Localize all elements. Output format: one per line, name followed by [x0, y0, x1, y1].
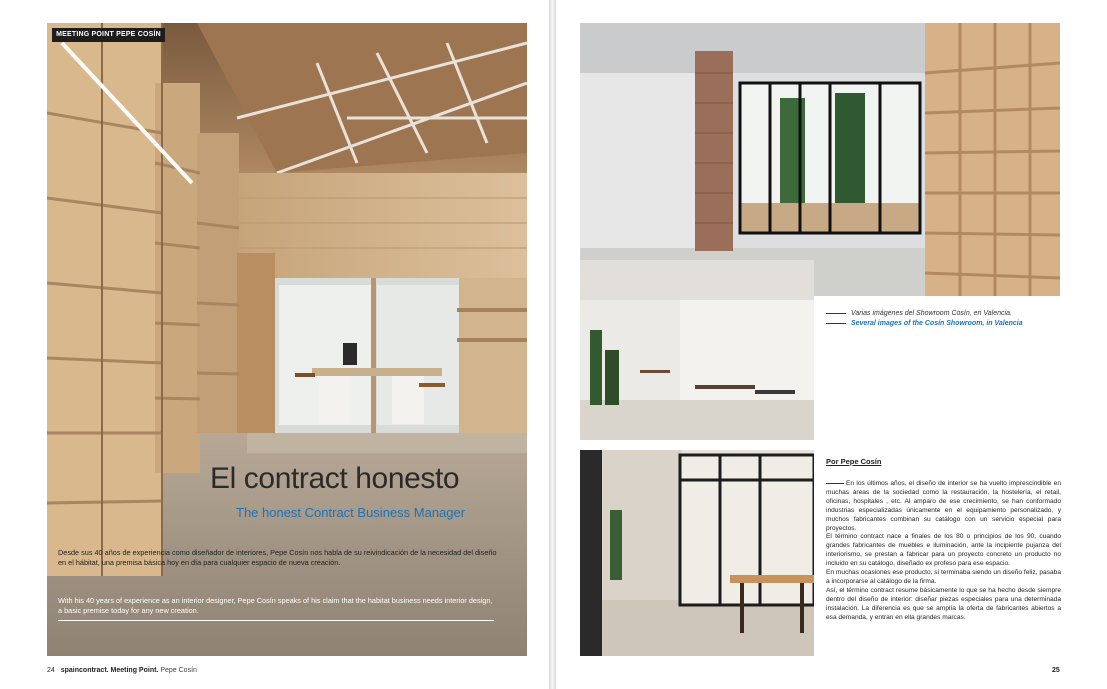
photo-glass-office — [580, 450, 814, 656]
folio-author: Pepe Cosín — [160, 667, 197, 674]
photo-courtyard-illustration — [580, 23, 1060, 296]
page-gutter — [549, 0, 556, 689]
body-paragraph-1-text: En los últimos años, el diseño de interior se ha vuelto imprescindible en muchas áreas de la sociedad como la restauración, la hostelería, el retail, oficinas, hospitales , etc. Al amparo de ese crecimiento, se han conformado industrias especializadas únicamente en el equipamiento personalizado, y muchos fabricantes combinan su catálogo con un servicio especial para proyectos. — [826, 480, 1061, 532]
page-number-right: 25 — [1052, 667, 1060, 674]
caption-dash-english — [826, 323, 846, 324]
right-page — [556, 0, 1107, 689]
body-paragraph-1 — [826, 480, 1061, 533]
page-folio-left — [47, 667, 197, 674]
caption-english: Several images of the Cosín Showroom, in Valencia — [850, 320, 1023, 327]
left-page — [0, 0, 549, 689]
caption-dash — [826, 313, 846, 314]
section-tag: MEETING POINT PEPE COSÍN — [52, 28, 165, 42]
body-paragraph-2: El término contract nace a finales de los 80 o principios de los 90, cuando grandes fabricantes de muebles e iluminación, ante la incipiente pujanza del interiorismo, se prestan a fabricar para un proyecto concreto un producto no incluido en su catálogo, diseñado ex profeso para ese espacio. — [826, 533, 1061, 568]
caption-spanish: Varias imágenes del Showroom Cosín, en Valencia. — [850, 310, 1012, 317]
body-paragraph-3: En muchas ocasiones ese producto, si terminaba siendo un diseño feliz, pasaba a incorporarse al catálogo de la firma. — [826, 569, 1061, 585]
article-headline: El contract honesto — [210, 462, 460, 495]
photo-showroom-interior — [580, 260, 814, 440]
body-paragraph-4: Así, el término contract resume básicamente lo que se ha hecho desde siempre dentro del diseño de interior: diseñar piezas especiales para una determinada instalación. La diferencia es que se amplía la oferta de fabricantes abiertos a esa demanda, y entran en ella grandes marcas. — [826, 586, 1061, 621]
lead-dash — [826, 483, 844, 484]
article-body — [826, 480, 1061, 623]
photo-showroom-courtyard — [580, 23, 1060, 296]
photo-caption — [826, 309, 1066, 329]
article-subhead: The honest Contract Business Manager — [236, 505, 466, 520]
page-number: 24 — [47, 667, 55, 674]
photo-interior-illustration — [580, 260, 814, 440]
photo-office-illustration — [580, 450, 814, 656]
magazine-name: spaincontract. Meeting Point. — [60, 667, 159, 674]
intro-paragraph-spanish: Desde sus 40 años de experiencia como diseñador de interiores, Pepe Cosín nos habla de su reivindicación de la necesidad del diseño en el hábitat, una premisa básica hoy en día para cualquier espacio de nueva creación. — [58, 548, 497, 567]
intro-paragraph-english: With his 40 years of experience as an interior designer, Pepe Cosín speaks of his claim that the habitat business needs interior design, a basic premise today for any new creation. — [58, 596, 494, 621]
article-byline: Por Pepe Cosín — [826, 457, 882, 466]
